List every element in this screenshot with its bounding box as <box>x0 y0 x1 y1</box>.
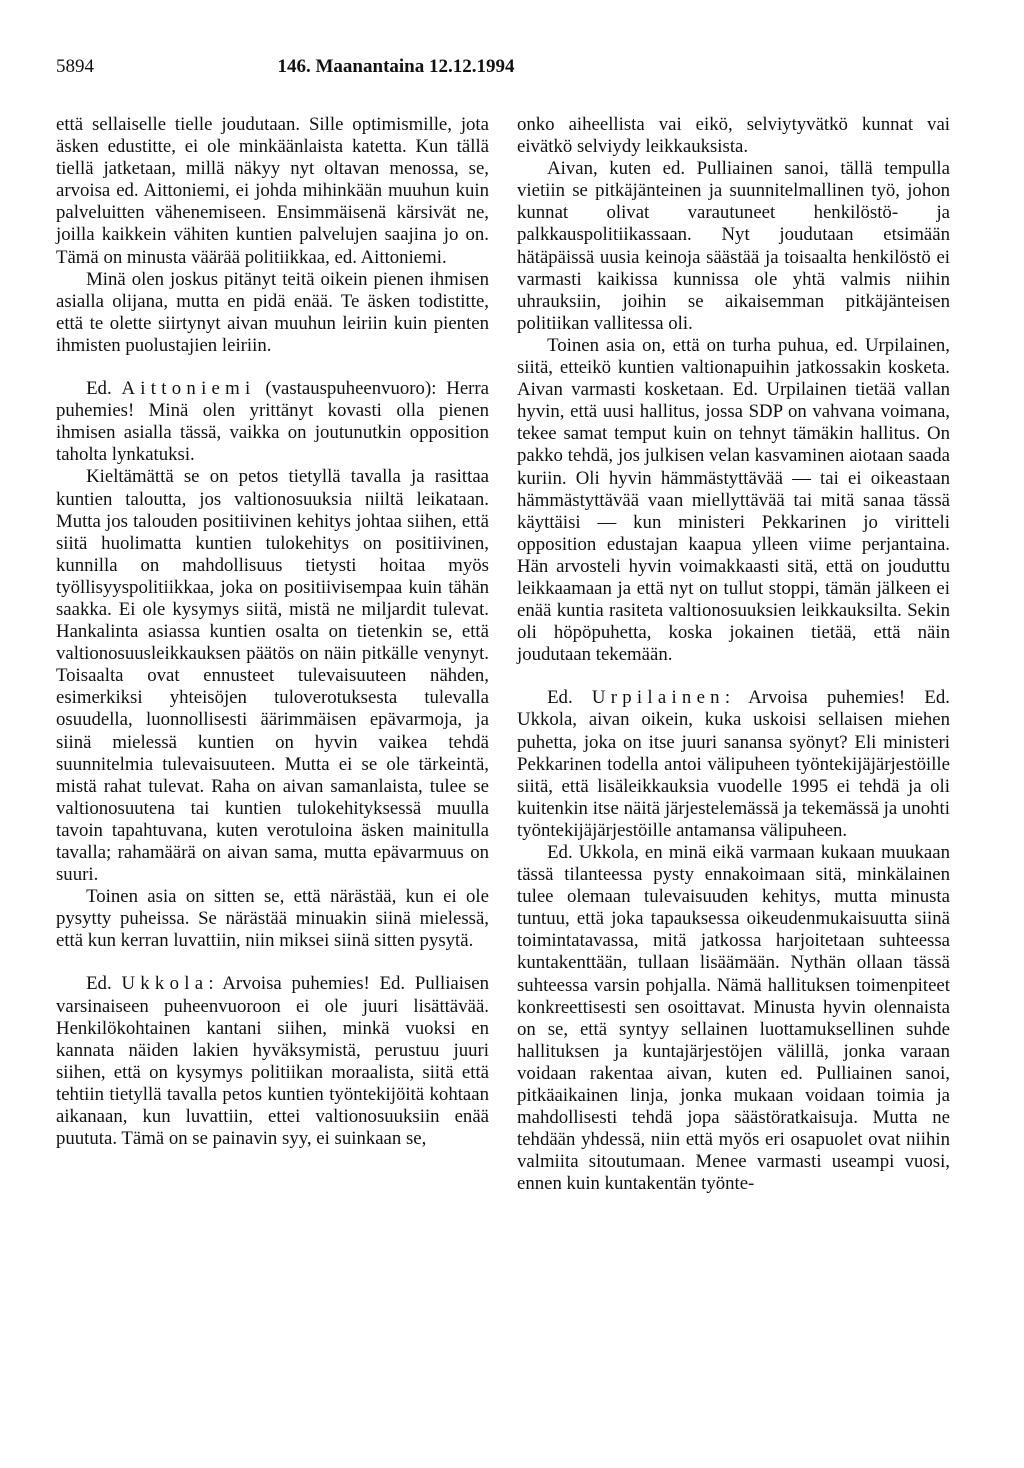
page-header <box>56 52 966 82</box>
paragraph: että sellaiselle tielle joudutaan. Sille optimismille, jota äsken edustitte, ei ole minkäänlaista katetta. Kun tällä tiellä jatketaan, millä näkyy nyt oltavan menossa, se, arvoisa ed. Aittoniemi, ei johda mihinkään muuhun kuin palveluitten vähenemiseen. Ensimmäisenä kärsivät ne, joilla kaikkein vähiten kuntien palvelujen saajina jo on. Tämä on minusta väärää politiikkaa, ed. Aittoniemi. <box>56 114 489 268</box>
speech-prefix: Ed. <box>86 378 122 400</box>
speaker-name: Ukkola <box>121 973 209 995</box>
speech-prefix: Ed. <box>86 973 122 995</box>
right-column <box>517 114 950 1196</box>
left-column <box>56 114 489 1150</box>
page-number: 5894 <box>56 56 94 77</box>
speaker-name: Aittoniemi <box>121 378 256 400</box>
paragraph: Ed. Ukkola, en minä eikä varmaan kukaan muukaan tässä tilanteessa pysty ennakoimaan sitä, minkälainen tulee olemaan tulevaisuuden kehitys, mutta minusta tuntuu, että joka tapauksessa oikeudenmukaisuutta siinä toimintatavassa, mitä jatkossa harjoitetaan suhteessa kuntakenttään, tullaan lisäämään. Nythän ollaan tässä suhteessa varsin pohjalla. Nämä hallituksen toimenpiteet konkreettisesti sen osoittavat. Minusta hyvin olennaista on se, että syntyy sellainen luottamuksellinen suhde hallituksen ja kuntajärjestöjen välillä, jonka varaan voidaan rakentaa aivan, kuten ed. Pulliainen sanoi, pitkäaikainen linja, jonka mukaan voidaan toimia ja mahdollisesti tehdä jopa säästöratkaisuja. Mutta ne tehdään yhdessä, niin että myös eri osapuolet ovat niihin valmiita sitoutumaan. Menee varmasti useampi vuosi, ennen kuin kuntakentän työnte- <box>517 842 950 1195</box>
paragraph: Toinen asia on, että on turha puhua, ed. Urpilainen, siitä, etteikö kuntien valtionapuihin jatkossakin kosketa. Aivan varmasti kosketaan. Ed. Urpilainen tietää vallan hyvin, että uusi hallitus, jossa SDP on vahvana voimana, tekee samat temput kuin on tehnyt tämäkin hallitus. On pakko tehdä, jos julkisen velan kasvaminen aiotaan saada kuriin. Oli hyvin hämmästyttävää — tai ei oikeastaan hämmästyttävää vaan miellyttävää tai mitä sanaa tässä käyttäisi — kun ministeri Pekkarinen jo viritteli opposition edustajan kaapua ylleen viime perjantaina. Hän arvosteli hyvin voimakkaasti sitä, että on jouduttu leikkaamaan ja että nyt on tullut stoppi, tämän jälkeen ei enää kuntia rasiteta valtionosuuksien leikkauksilta. Sekin oli höpöpuhetta, koska jokainen tietää, että näin joudutaan tekemään. <box>517 334 950 666</box>
speech-prefix: Ed. <box>547 687 592 709</box>
speech-text: (vastauspuheenvuoro): Herra puhemies! Minä olen yrittänyt kovasti olla pienen ihmisen asialla tässä, vaikka on joutunutkin opposition taholta lynkatuksi. <box>56 378 489 466</box>
speech-aittoniemi <box>56 378 489 466</box>
paragraph: onko aiheellista vai eikö, selviytyvätkö kunnat vai eivätkö selviydy leikkauksista. <box>517 114 950 158</box>
speech-text: : Arvoisa puhemies! Ed. Ukkola, aivan oikein, kuka uskoisi sellaisen miehen puhetta, joka on itse juuri sanansa syönyt? Eli ministeri Pekkarinen todella antoi välipuheen työntekijäjärjestöille siitä, että lisäleikkauksia vuodelle 1995 ei tehdä ja oli kuitenkin itse näitä järjestelemässä ja tekemässä ja unohti työntekijäjärjestöille antamansa välipuheen. <box>517 687 950 841</box>
paragraph: Kieltämättä se on petos tietyllä tavalla ja rasittaa kuntien taloutta, jos valtionosuuksia niiltä leikataan. Mutta jos talouden positiivinen kehitys johtaa siihen, että siitä huolimatta kuntien tulokehitys on positiivinen, kunnilla on mahdollisuus tietysti hoitaa myös työllisyyspolitiikkaa, joka on positiivisempaa kuin tähän saakka. Ei ole kysymys siitä, mistä ne miljardit tulevat. Hankalinta asiassa kuntien osalta on tietenkin se, että valtionosuusleikkauksen päätös on näin pitkälle venynyt. Toisaalta ovat ennusteet tulevaisuuteen nähden, esimerkiksi yhteisöjen tuloverotuksesta tulevalla osuudella, luonnollisesti äärimmäisen epävarmoja, ja siinä mielessä kuntien on hyvin vaikea tehdä suunnitelmia tulevaisuuteen. Mutta ei se ole tärkeintä, mistä rahat tulevat. Raha on aivan samanlaista, tulee se valtionosuutena tai kuntien tulokehityksessä muulla tavoin tapahtuvana, kuten verotuloina äsken mainitulla tavalla; rahamäärä on aivan sama, mutta epävarmuus on suuri. <box>56 466 489 886</box>
paragraph: Minä olen joskus pitänyt teitä oikein pienen ihmisen asialla olijana, mutta en pidä enää. Te äsken todistitte, että te olette siirtynyt aivan muuhun leiriin kuin pienten ihmisten puolustajien leiriin. <box>56 268 489 356</box>
paragraph: Toinen asia on sitten se, että närästää, kun ei ole pysytty puheissa. Se närästää minuakin siinä mielessä, että kun kerran luvattiin, niin miksei siinä sitten pysytä. <box>56 886 489 952</box>
speaker-name: Urpilainen <box>591 687 725 709</box>
speech-ukkola <box>56 973 489 1150</box>
running-title: 146. Maanantaina 12.12.1994 <box>277 56 515 77</box>
paragraph: Aivan, kuten ed. Pulliainen sanoi, tällä tempulla vietiin se pitkäjänteinen ja suunnitelmallinen työ, johon kunnat olivat varautuneet henkilöstö- ja palkkauspolitiikassaan. Nyt joudutaan etsimään hätäpäissä uusia keinoja säästää ja toisaalta henkilöstö ei varmasti kaikissa kunnissa ole yhtä valmis niihin uhrauksiin, joihin se aikaisemman pitkäjänteisen politiikan vallitessa oli. <box>517 158 950 334</box>
speech-text: : Arvoisa puhemies! Ed. Pulliaisen varsinaiseen puheenvuoroon ei ole juuri lisättävää. Henkilökohtainen kantani siihen, minkä vuoksi en kannata näiden lakien hyväksymistä, perustuu juuri siihen, että on kysymys politiikan moraalista, siitä että tehtiin tietyllä tavalla petos kuntien työntekijöitä kohtaan aikanaan, kun luvattiin, ettei valtionosuuksiin enää puututa. Tämä on se painavin syy, ei suinkaan se, <box>56 973 489 1150</box>
speech-urpilainen <box>517 687 950 842</box>
